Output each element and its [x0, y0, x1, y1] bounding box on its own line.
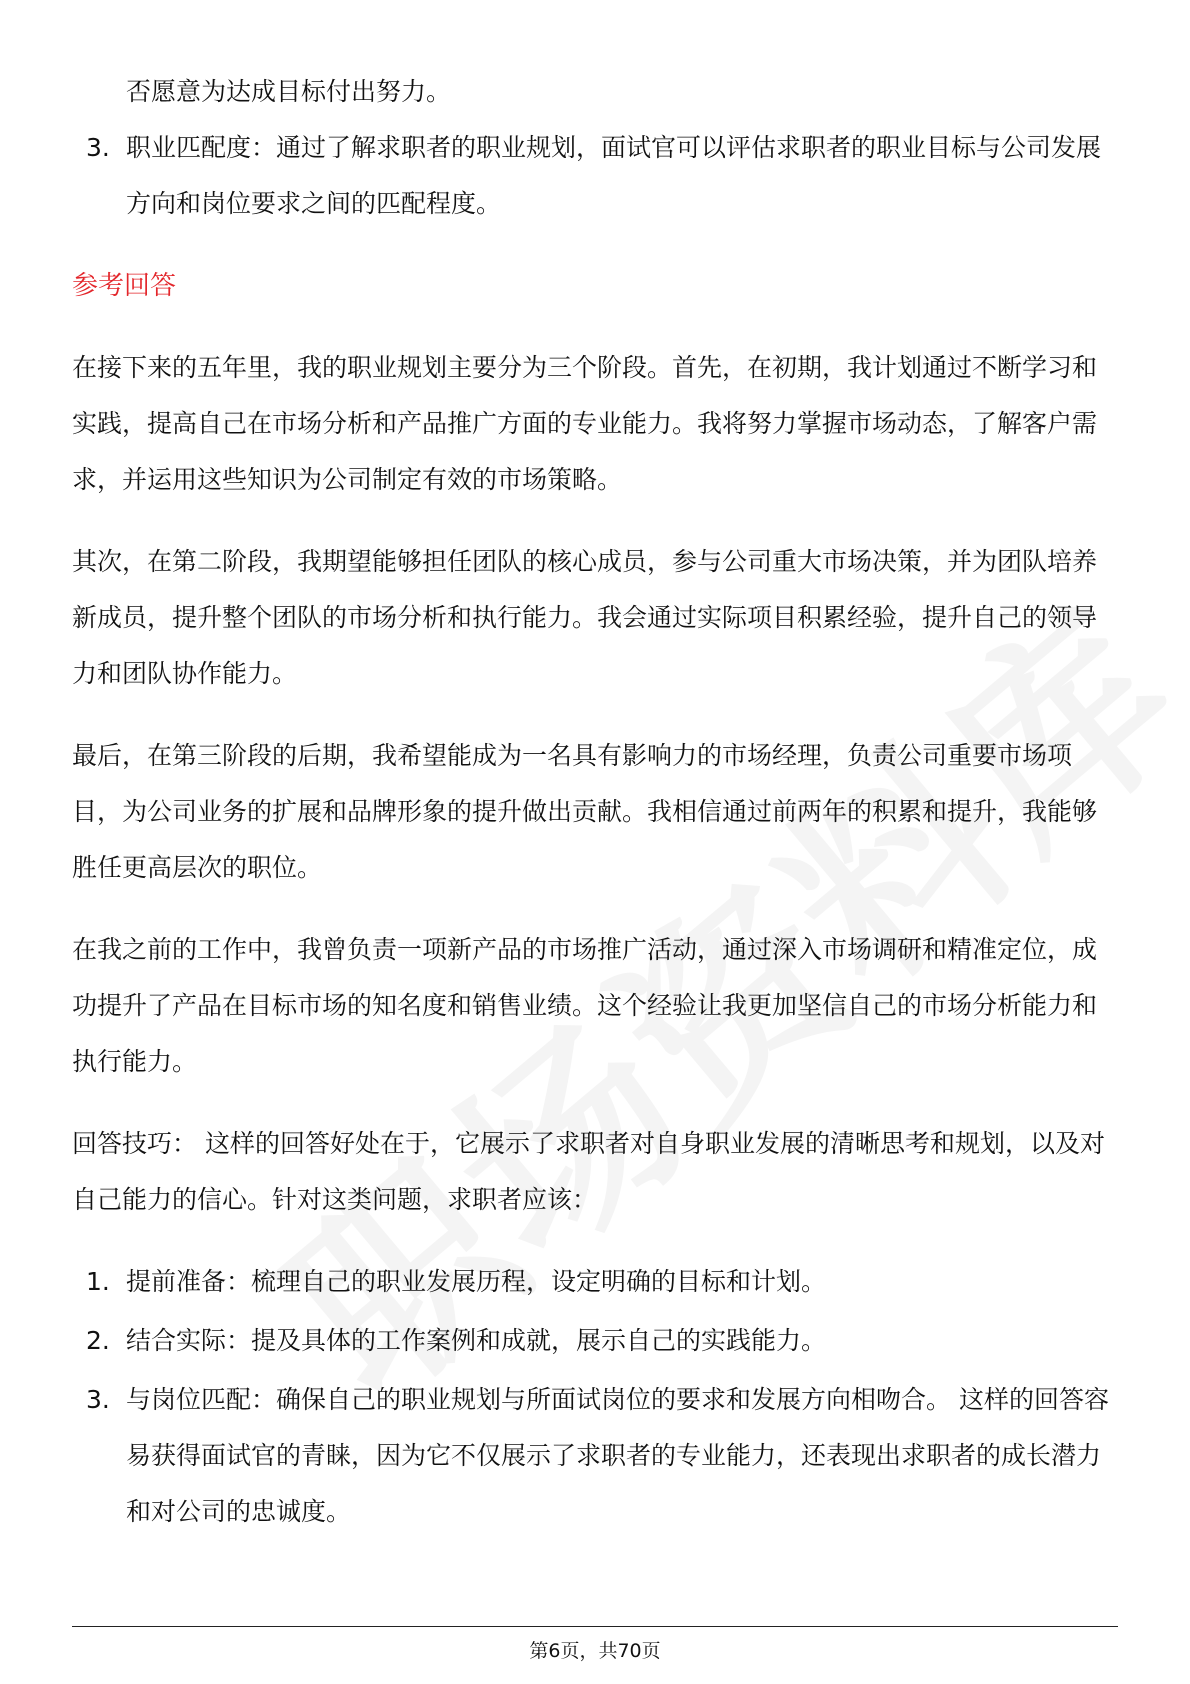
page-content: [72, 64, 1118, 1543]
continued-list-text: 否愿意为达成目标付出努力。: [126, 77, 452, 106]
list-number: 2.: [86, 1326, 110, 1355]
paragraph-2: 其次，在第二阶段，我期望能够担任团队的核心成员，参与公司重大市场决策，并为团队培养新成员，提升整个团队的市场分析和执行能力。我会通过实际项目积累经验，提升自己的领导力和团队协作能力。: [72, 547, 1098, 688]
list-item-text: 结合实际：提及具体的工作案例和成就，展示自己的实践能力。: [126, 1326, 827, 1355]
list-number: 3.: [86, 133, 110, 162]
paragraph-4: 在我之前的工作中，我曾负责一项新产品的市场推广活动，通过深入市场调研和精准定位，成功提升了产品在目标市场的知名度和销售业绩。这个经验让我更加坚信自己的市场分析能力和执行能力。: [72, 935, 1098, 1076]
list-item-label: 职业匹配度：: [126, 133, 277, 162]
section-heading: 参考回答: [72, 271, 177, 301]
footer-divider: [72, 1626, 1118, 1627]
list-item: [72, 1254, 1118, 1310]
paragraph-tips-intro: 回答技巧： 这样的回答好处在于，它展示了求职者对自身职业发展的清晰思考和规划，以及对自己能力的信心。针对这类问题，求职者应该：: [72, 1129, 1105, 1214]
tips-list: [72, 1254, 1118, 1540]
list-item-text: 提前准备：梳理自己的职业发展历程，设定明确的目标和计划。: [126, 1267, 827, 1296]
list-item-text: 与岗位匹配：确保自己的职业规划与所面试岗位的要求和发展方向相吻合。 这样的回答容易获得面试官的青睐，因为它不仅展示了求职者的专业能力，还表现出求职者的成长潜力和对公司的忠诚度。: [126, 1385, 1109, 1526]
list-number: 3.: [86, 1385, 110, 1414]
paragraph-1: 在接下来的五年里，我的职业规划主要分为三个阶段。首先，在初期，我计划通过不断学习和实践，提高自己在市场分析和产品推广方面的专业能力。我将努力掌握市场动态，了解客户需求，并运用这些知识为公司制定有效的市场策略。: [72, 353, 1098, 494]
list-item: [72, 1313, 1118, 1369]
list-item: [72, 1372, 1118, 1540]
list-item-career-match: [72, 120, 1118, 232]
list-item-text: 通过了解求职者的职业规划，面试官可以评估求职者的职业目标与公司发展方向和岗位要求之间的匹配程度。: [126, 133, 1102, 218]
paragraph-3: 最后，在第三阶段的后期，我希望能成为一名具有影响力的市场经理，负责公司重要市场项目，为公司业务的扩展和品牌形象的提升做出贡献。我相信通过前两年的积累和提升，我能够胜任更高层次的职位。: [72, 741, 1098, 882]
list-number: 1.: [86, 1267, 110, 1296]
page-number: 第6页，共70页: [529, 1640, 661, 1662]
